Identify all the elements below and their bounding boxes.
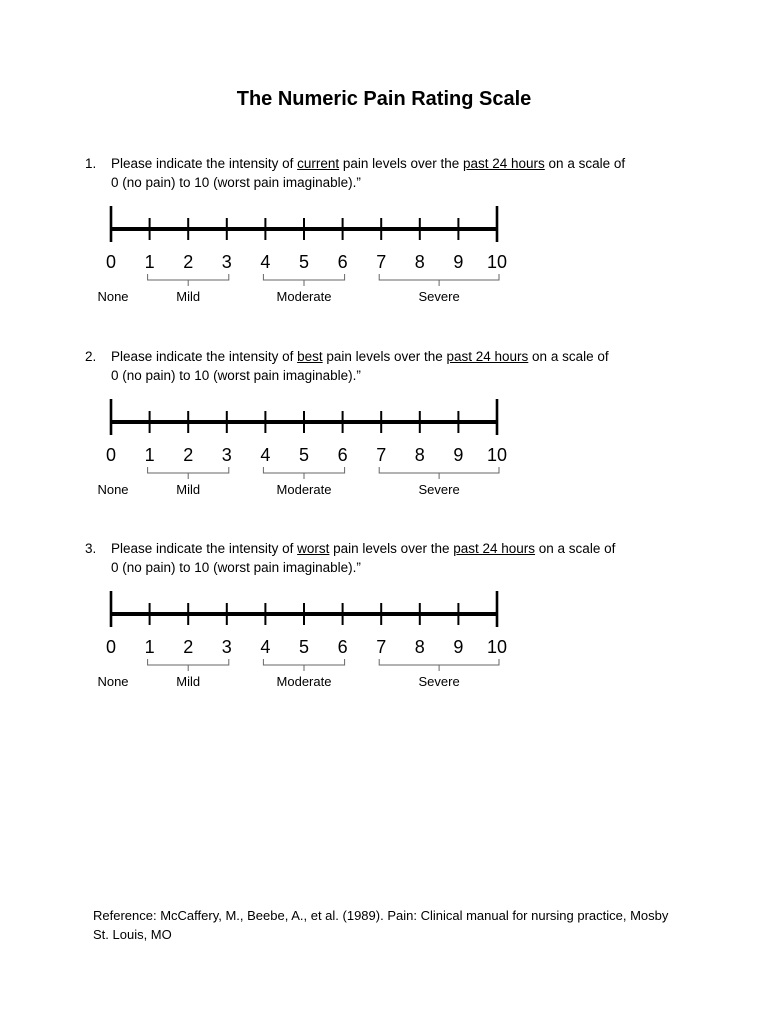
scale-number-3: 3 <box>221 445 232 465</box>
category-label-severe: Severe <box>418 482 460 497</box>
scale-number-4: 4 <box>260 637 271 657</box>
scale-number-3: 3 <box>221 252 232 272</box>
category-label-severe: Severe <box>418 289 460 304</box>
question-number: 2. <box>85 349 97 364</box>
scale-number-8: 8 <box>414 252 425 272</box>
category-label-mild: Mild <box>176 674 201 689</box>
scale-number-4: 4 <box>260 445 271 465</box>
category-label-severe: Severe <box>418 674 460 689</box>
question-text-line2: 0 (no pain) to 10 (worst pain imaginable).” <box>111 560 361 575</box>
category-bracket-moderate <box>263 659 344 671</box>
question-number: 1. <box>85 156 97 171</box>
question-period: past 24 hours <box>446 349 529 364</box>
scale-number-7: 7 <box>376 252 387 272</box>
category-label-moderate: Moderate <box>276 674 332 689</box>
question-prefix: Please indicate the intensity of <box>111 156 298 171</box>
scale-number-5: 5 <box>298 252 310 272</box>
category-label-none: None <box>97 482 129 497</box>
scale-number-5: 5 <box>298 637 310 657</box>
scale-number-0: 0 <box>105 637 117 657</box>
scale-number-1: 1 <box>144 252 155 272</box>
question-keyword: current <box>297 156 340 171</box>
category-bracket-severe <box>379 274 499 286</box>
scale-number-9: 9 <box>453 252 464 272</box>
question-middle: pain levels over the <box>329 541 454 556</box>
scale-number-7: 7 <box>376 637 387 657</box>
scale-number-6: 6 <box>337 637 348 657</box>
question-period: past 24 hours <box>453 541 536 556</box>
category-bracket-mild <box>148 467 229 479</box>
question-middle: pain levels over the <box>322 349 447 364</box>
page-title: The Numeric Pain Rating Scale <box>236 88 532 110</box>
category-bracket-moderate <box>263 274 344 286</box>
scale-number-2: 2 <box>183 637 194 657</box>
question-suffix: on a scale of <box>528 349 609 364</box>
category-label-none: None <box>97 289 129 304</box>
scale-number-8: 8 <box>414 637 425 657</box>
pain-scale-3 <box>0 541 768 691</box>
question-text-line2: 0 (no pain) to 10 (worst pain imaginable).” <box>111 368 361 383</box>
category-label-none: None <box>97 674 129 689</box>
scale-number-6: 6 <box>337 445 348 465</box>
scale-number-1: 1 <box>144 445 155 465</box>
scale-number-1: 1 <box>144 637 155 657</box>
reference-line2: St. Louis, MO <box>93 927 172 942</box>
category-label-moderate: Moderate <box>276 482 332 497</box>
scale-number-6: 6 <box>337 252 348 272</box>
category-label-moderate: Moderate <box>276 289 332 304</box>
scale-number-8: 8 <box>414 445 425 465</box>
category-bracket-mild <box>148 659 229 671</box>
question-suffix: on a scale of <box>544 156 626 171</box>
question-text-line2: 0 (no pain) to 10 (worst pain imaginable).” <box>111 175 361 190</box>
scale-number-4: 4 <box>260 252 271 272</box>
question-keyword: best <box>297 349 323 364</box>
scale-number-10: 10 <box>486 637 508 657</box>
reference-note <box>93 906 693 944</box>
scale-number-2: 2 <box>183 445 194 465</box>
reference-line1: Reference: McCaffery, M., Beebe, A., et al. (1989). Pain: Clinical manual for nursing practice, Mosby <box>93 908 669 923</box>
question-prefix: Please indicate the intensity of <box>111 349 298 364</box>
question-1 <box>0 156 768 326</box>
scale-number-3: 3 <box>221 637 232 657</box>
scale-number-5: 5 <box>298 445 310 465</box>
category-label-mild: Mild <box>176 289 201 304</box>
pain-scale-1 <box>0 156 768 306</box>
pain-scale-2 <box>0 349 768 499</box>
category-bracket-severe <box>379 659 499 671</box>
question-number: 3. <box>85 541 97 556</box>
question-3 <box>0 541 768 711</box>
scale-number-9: 9 <box>453 445 464 465</box>
category-bracket-moderate <box>263 467 344 479</box>
category-bracket-mild <box>148 274 229 286</box>
question-suffix: on a scale of <box>535 541 616 556</box>
question-2 <box>0 349 768 519</box>
question-period: past 24 hours <box>462 156 545 171</box>
scale-number-0: 0 <box>105 445 117 465</box>
category-bracket-severe <box>379 467 499 479</box>
scale-number-9: 9 <box>453 637 464 657</box>
scale-number-0: 0 <box>105 252 117 272</box>
category-label-mild: Mild <box>176 482 201 497</box>
question-keyword: worst <box>297 541 330 556</box>
scale-number-2: 2 <box>183 252 194 272</box>
scale-number-10: 10 <box>486 445 508 465</box>
scale-number-7: 7 <box>376 445 387 465</box>
question-prefix: Please indicate the intensity of <box>111 541 298 556</box>
question-middle: pain levels over the <box>339 156 463 171</box>
scale-number-10: 10 <box>486 252 508 272</box>
